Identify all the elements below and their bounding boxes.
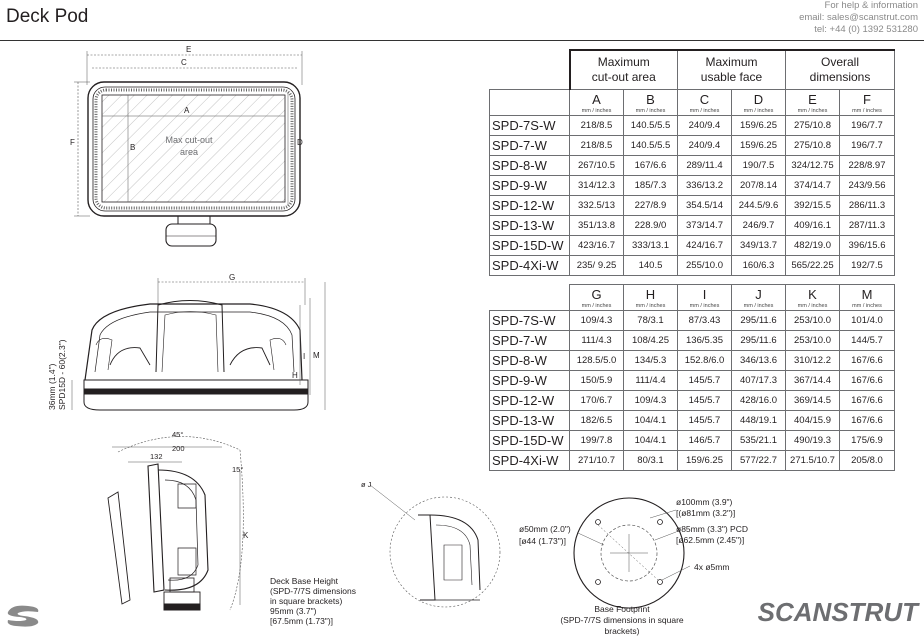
dimension-value: 205/8.0 bbox=[840, 451, 895, 471]
dimension-value: 404/15.9 bbox=[786, 411, 840, 431]
dimension-value: 78/3.1 bbox=[624, 311, 678, 331]
dimension-value: 332.5/13 bbox=[570, 196, 624, 216]
dimension-value: 152.8/6.0 bbox=[678, 351, 732, 371]
dimension-value: 128.5/5.0 bbox=[570, 351, 624, 371]
unit: mm / inches bbox=[570, 302, 624, 311]
dimension-value: 367/14.4 bbox=[786, 371, 840, 391]
col-g: G bbox=[570, 285, 624, 303]
model-name: SPD-7S-W bbox=[490, 116, 570, 136]
table-row bbox=[490, 256, 895, 276]
label-h: H bbox=[292, 371, 298, 380]
dimension-value: 244.5/9.6 bbox=[732, 196, 786, 216]
dimension-value: 310/12.2 bbox=[786, 351, 840, 371]
dimension-value: 207/8.14 bbox=[732, 176, 786, 196]
dimension-value: 392/15.5 bbox=[786, 196, 840, 216]
col-e: E bbox=[786, 90, 840, 108]
dimension-value: 424/16.7 bbox=[678, 236, 732, 256]
dimension-value: 275/10.8 bbox=[786, 116, 840, 136]
dimension-value: 108/4.25 bbox=[624, 331, 678, 351]
dimension-value: 145/5.7 bbox=[678, 411, 732, 431]
base-detail bbox=[370, 485, 500, 607]
dimension-value: 150/5.9 bbox=[570, 371, 624, 391]
dimension-value: 140.5/5.5 bbox=[624, 116, 678, 136]
brand-name: SCANSTRUT bbox=[757, 597, 918, 627]
dimension-value: 134/5.3 bbox=[624, 351, 678, 371]
dimension-value: 369/14.5 bbox=[786, 391, 840, 411]
label-a: A bbox=[184, 106, 190, 115]
group-max-cutout: Maximum cut-out area bbox=[570, 50, 678, 90]
dimension-value: 146/5.7 bbox=[678, 431, 732, 451]
dimension-value: 196/7.7 bbox=[840, 116, 895, 136]
dimension-value: 175/6.9 bbox=[840, 431, 895, 451]
col-j: J bbox=[732, 285, 786, 303]
dimension-value: 346/13.6 bbox=[732, 351, 786, 371]
unit: mm / inches bbox=[786, 302, 840, 311]
table-row bbox=[490, 196, 895, 216]
dimension-value: 111/4.3 bbox=[570, 331, 624, 351]
deck-base-note bbox=[270, 576, 356, 626]
dimension-value: 159/6.25 bbox=[678, 451, 732, 471]
unit: mm / inches bbox=[732, 302, 786, 311]
table-row bbox=[490, 116, 895, 136]
dimension-value: 423/16.7 bbox=[570, 236, 624, 256]
deck-base-line1: Deck Base Height bbox=[270, 576, 339, 586]
model-name: SPD-15D-W bbox=[490, 236, 570, 256]
model-name: SPD-13-W bbox=[490, 411, 570, 431]
model-name: SPD-4Xi-W bbox=[490, 256, 570, 276]
dimension-value: 182/6.5 bbox=[570, 411, 624, 431]
width-132: 132 bbox=[150, 452, 163, 461]
label-j: ø J bbox=[361, 480, 372, 489]
dimension-value: 140.5/5.5 bbox=[624, 136, 678, 156]
page-title: Deck Pod bbox=[6, 6, 89, 27]
dimension-value: 192/7.5 bbox=[840, 256, 895, 276]
footprint-d85: ø85mm (3.3") PCD bbox=[676, 524, 748, 534]
dimension-value: 373/14.7 bbox=[678, 216, 732, 236]
height-label-1: 36mm (1.4") bbox=[47, 363, 57, 410]
unit: mm / inches bbox=[624, 107, 678, 116]
dimension-value: 448/19.1 bbox=[732, 411, 786, 431]
unit: mm / inches bbox=[678, 107, 732, 116]
dimension-value: 287/11.3 bbox=[840, 216, 895, 236]
dimension-value: 140.5 bbox=[624, 256, 678, 276]
dimension-value: 101/4.0 bbox=[840, 311, 895, 331]
dimension-value: 111/4.4 bbox=[624, 371, 678, 391]
cutout-label-1: Max cut-out bbox=[165, 135, 213, 145]
unit: mm / inches bbox=[786, 107, 840, 116]
dimension-value: 271.5/10.7 bbox=[786, 451, 840, 471]
footprint-d50: ø50mm (2.0") bbox=[519, 524, 571, 534]
dimension-value: 240/9.4 bbox=[678, 136, 732, 156]
help-heading: For help & information bbox=[824, 0, 918, 11]
side-view bbox=[72, 278, 325, 410]
angle-15: 15° bbox=[232, 465, 244, 474]
table-row bbox=[490, 451, 895, 471]
dimension-value: 167/6.6 bbox=[840, 371, 895, 391]
dimension-value: 218/8.5 bbox=[570, 116, 624, 136]
footprint-d100: ø100mm (3.9") bbox=[676, 497, 733, 507]
dimension-value: 228/8.97 bbox=[840, 156, 895, 176]
model-name: SPD-13-W bbox=[490, 216, 570, 236]
table-row bbox=[490, 216, 895, 236]
dimension-value: 136/5.35 bbox=[678, 331, 732, 351]
dimension-value: 253/10.0 bbox=[786, 311, 840, 331]
model-name: SPD-8-W bbox=[490, 351, 570, 371]
scanstrut-logo-icon bbox=[4, 602, 44, 628]
col-k: K bbox=[786, 285, 840, 303]
help-phone: tel: +44 (0) 1392 531280 bbox=[814, 24, 918, 35]
dimension-value: 351/13.8 bbox=[570, 216, 624, 236]
group-overall-dimensions: Overall dimensions bbox=[786, 50, 895, 90]
table-row bbox=[490, 156, 895, 176]
dimension-value: 109/4.3 bbox=[570, 311, 624, 331]
model-name: SPD-12-W bbox=[490, 196, 570, 216]
dimension-value: 535/21.1 bbox=[732, 431, 786, 451]
dimension-value: 253/10.0 bbox=[786, 331, 840, 351]
dimension-value: 235/ 9.25 bbox=[570, 256, 624, 276]
model-name: SPD-9-W bbox=[490, 371, 570, 391]
dimension-value: 160/6.3 bbox=[732, 256, 786, 276]
model-name: SPD-9-W bbox=[490, 176, 570, 196]
label-b: B bbox=[130, 143, 136, 152]
dimension-value: 145/5.7 bbox=[678, 391, 732, 411]
model-name: SPD-4Xi-W bbox=[490, 451, 570, 471]
dimension-value: 289/11.4 bbox=[678, 156, 732, 176]
dimensions-table-1 bbox=[489, 49, 895, 276]
dimension-value: 349/13.7 bbox=[732, 236, 786, 256]
dimension-value: 246/9.7 bbox=[732, 216, 786, 236]
deck-base-line4: 95mm (3.7") bbox=[270, 606, 317, 616]
dimension-value: 409/16.1 bbox=[786, 216, 840, 236]
label-k: K bbox=[243, 531, 249, 540]
table-row bbox=[490, 236, 895, 256]
width-200: 200 bbox=[172, 444, 185, 453]
dimension-value: 170/6.7 bbox=[570, 391, 624, 411]
dimension-value: 490/19.3 bbox=[786, 431, 840, 451]
table-row bbox=[490, 351, 895, 371]
col-c: C bbox=[678, 90, 732, 108]
table-row bbox=[490, 391, 895, 411]
dimension-value: 336/13.2 bbox=[678, 176, 732, 196]
help-email: email: sales@scanstrut.com bbox=[799, 12, 918, 23]
dimension-value: 199/7.8 bbox=[570, 431, 624, 451]
dimension-value: 109/4.3 bbox=[624, 391, 678, 411]
dimension-value: 228.9/0 bbox=[624, 216, 678, 236]
dimension-value: 267/10.5 bbox=[570, 156, 624, 176]
group-max-usable-face: Maximum usable face bbox=[678, 50, 786, 90]
unit: mm / inches bbox=[732, 107, 786, 116]
model-name: SPD-15D-W bbox=[490, 431, 570, 451]
dimension-value: 255/10.0 bbox=[678, 256, 732, 276]
col-i: I bbox=[678, 285, 732, 303]
col-a: A bbox=[570, 90, 624, 108]
dimension-value: 87/3.43 bbox=[678, 311, 732, 331]
dimension-value: 295/11.6 bbox=[732, 331, 786, 351]
dimension-value: 190/7.5 bbox=[732, 156, 786, 176]
label-g: G bbox=[229, 273, 236, 282]
model-name: SPD-7-W bbox=[490, 331, 570, 351]
dimension-value: 218/8.5 bbox=[570, 136, 624, 156]
label-m: M bbox=[313, 351, 320, 360]
col-f: F bbox=[840, 90, 895, 108]
dimension-value: 333/13.1 bbox=[624, 236, 678, 256]
label-d: D bbox=[297, 138, 303, 147]
unit: mm / inches bbox=[840, 107, 895, 116]
model-name: SPD-7-W bbox=[490, 136, 570, 156]
dimension-value: 144/5.7 bbox=[840, 331, 895, 351]
unit: mm / inches bbox=[678, 302, 732, 311]
unit: mm / inches bbox=[624, 302, 678, 311]
dimension-value: 354.5/14 bbox=[678, 196, 732, 216]
table-row bbox=[490, 311, 895, 331]
footprint-holes: 4x ø5mm bbox=[694, 562, 730, 572]
dimension-value: 167/6.6 bbox=[624, 156, 678, 176]
dimension-value: 227/8.9 bbox=[624, 196, 678, 216]
dimension-value: 167/6.6 bbox=[840, 411, 895, 431]
dimension-value: 159/6.25 bbox=[732, 116, 786, 136]
deck-base-line2: (SPD-7/7S dimensions bbox=[270, 586, 356, 596]
tilt-view bbox=[108, 436, 243, 610]
dimension-value: 159/6.25 bbox=[732, 136, 786, 156]
angle-45: 45° bbox=[172, 430, 184, 439]
label-i: I bbox=[303, 352, 306, 361]
model-name: SPD-7S-W bbox=[490, 311, 570, 331]
dimension-value: 80/3.1 bbox=[624, 451, 678, 471]
dimension-value: 428/16.0 bbox=[732, 391, 786, 411]
footprint-d44: [ø44 (1.73")] bbox=[519, 536, 566, 546]
height-label-2: SPD15D - 60(2.3") bbox=[57, 339, 67, 410]
dimension-value: 407/17.3 bbox=[732, 371, 786, 391]
table-row bbox=[490, 176, 895, 196]
label-f: F bbox=[70, 138, 75, 147]
label-e: E bbox=[186, 45, 192, 54]
deck-base-line3: in square brackets) bbox=[270, 596, 343, 606]
table-row bbox=[490, 411, 895, 431]
dimension-value: 565/22.25 bbox=[786, 256, 840, 276]
col-d: D bbox=[732, 90, 786, 108]
dimension-value: 324/12.75 bbox=[786, 156, 840, 176]
dimension-value: 275/10.8 bbox=[786, 136, 840, 156]
dimension-value: 271/10.7 bbox=[570, 451, 624, 471]
footprint-caption-3: brackets) bbox=[604, 626, 640, 636]
col-b: B bbox=[624, 90, 678, 108]
dimension-value: 396/15.6 bbox=[840, 236, 895, 256]
footprint-d62: [ø62.5mm (2.45")] bbox=[676, 535, 745, 545]
dimension-value: 167/6.6 bbox=[840, 351, 895, 371]
unit: mm / inches bbox=[570, 107, 624, 116]
dimension-value: 295/11.6 bbox=[732, 311, 786, 331]
dimension-value: 167/6.6 bbox=[840, 391, 895, 411]
table-row bbox=[490, 136, 895, 156]
label-c: C bbox=[181, 58, 187, 67]
dimension-value: 482/19.0 bbox=[786, 236, 840, 256]
dimension-value: 314/12.3 bbox=[570, 176, 624, 196]
dimension-value: 145/5.7 bbox=[678, 371, 732, 391]
dimensions-table-2 bbox=[489, 284, 895, 471]
dimension-value: 240/9.4 bbox=[678, 116, 732, 136]
table-row bbox=[490, 331, 895, 351]
dimension-value: 185/7.3 bbox=[624, 176, 678, 196]
col-h: H bbox=[624, 285, 678, 303]
base-footprint bbox=[574, 498, 690, 608]
dimension-value: 374/14.7 bbox=[786, 176, 840, 196]
dimension-value: 286/11.3 bbox=[840, 196, 895, 216]
col-m: M bbox=[840, 285, 895, 303]
model-name: SPD-8-W bbox=[490, 156, 570, 176]
dimension-value: 104/4.1 bbox=[624, 411, 678, 431]
table-row bbox=[490, 431, 895, 451]
dimension-value: 104/4.1 bbox=[624, 431, 678, 451]
dimension-value: 243/9.56 bbox=[840, 176, 895, 196]
unit: mm / inches bbox=[840, 302, 895, 311]
cutout-label-2: area bbox=[179, 147, 199, 157]
footprint-caption-2: (SPD-7/7S dimensions in square bbox=[560, 615, 684, 625]
dimension-value: 577/22.7 bbox=[732, 451, 786, 471]
table-row bbox=[490, 371, 895, 391]
footprint-d81: [(ø81mm (3.2")] bbox=[676, 508, 736, 518]
deck-base-line5: [67.5mm (1.73")] bbox=[270, 616, 334, 626]
dimension-value: 196/7.7 bbox=[840, 136, 895, 156]
footprint-caption-1: Base Footprint bbox=[594, 604, 650, 614]
model-name: SPD-12-W bbox=[490, 391, 570, 411]
